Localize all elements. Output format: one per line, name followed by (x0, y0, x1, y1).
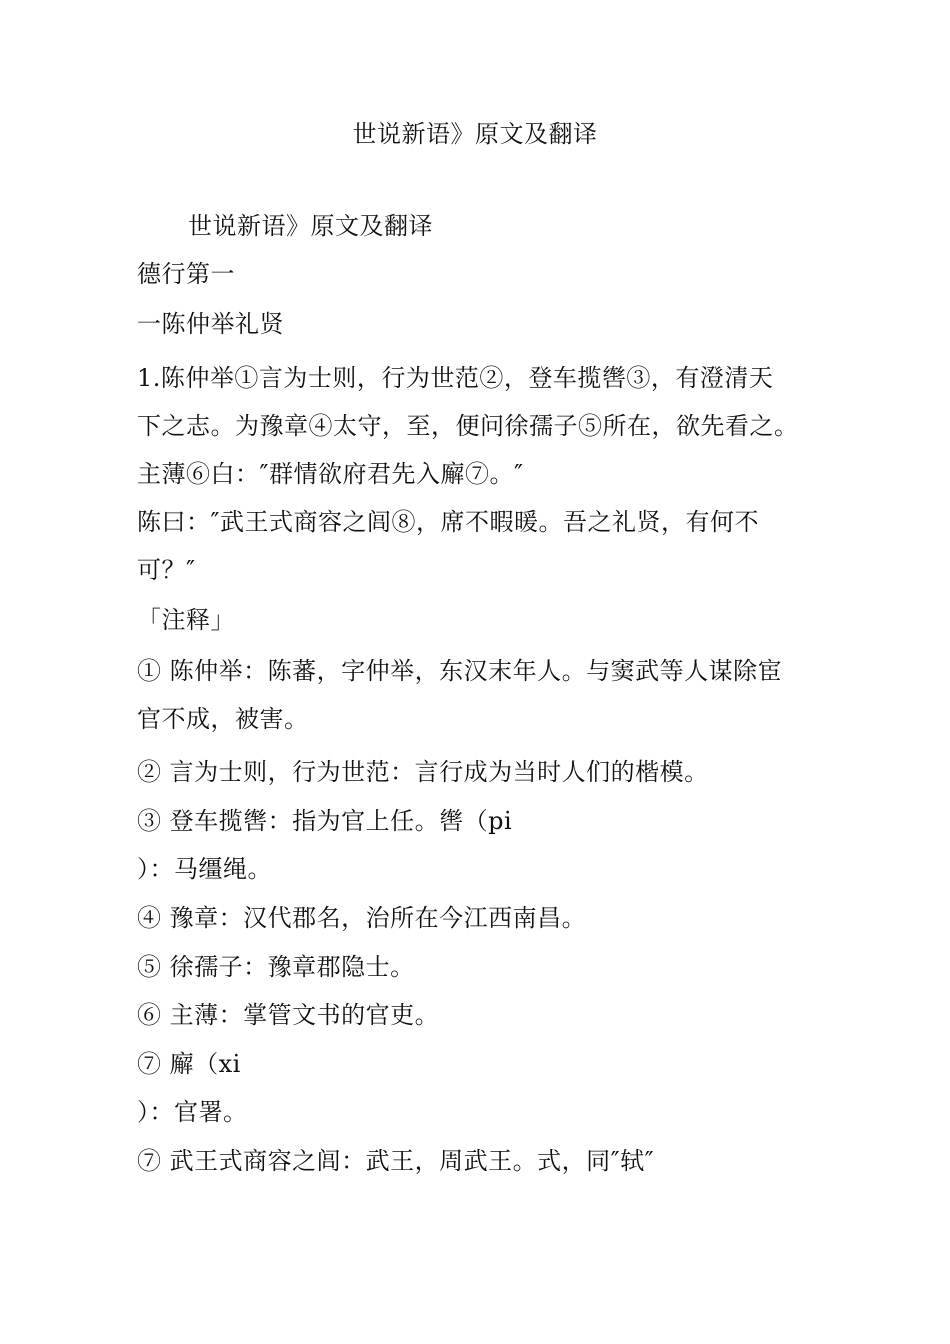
text-line: 陈曰：″武王式商容之闾⑧，席不暇暖。吾之礼贤，有何不 (137, 508, 759, 536)
note-line: ④ 豫章：汉代郡名，治所在今江西南昌。 (137, 904, 587, 932)
text-line: 可？″ (137, 556, 196, 584)
notes-heading: 「注释」 (137, 606, 235, 634)
note-line: ② 言为士则，行为世范：言行成为当时人们的楷模。 (137, 758, 709, 786)
note-line: ⑤ 徐孺子：豫章郡隐士。 (137, 953, 415, 981)
note-line: ① 陈仲举：陈蕃，字仲举，东汉末年人。与窦武等人谋除宦 (137, 657, 783, 685)
note-line: ③ 登车揽辔：指为官上任。辔（pi (137, 807, 513, 835)
note-line: ⑥ 主薄：掌管文书的官吏。 (137, 1001, 440, 1029)
section-heading: 一陈仲举礼贤 (137, 310, 284, 338)
note-line: ⑦ 廨（xi (137, 1050, 241, 1078)
page-title: 世说新语》原文及翻译 (352, 120, 598, 148)
note-line: ⑦ 武王式商容之闾：武王，周武王。式，同″轼″ (137, 1147, 655, 1175)
text-line: 主薄⑥白：″群情欲府君先入廨⑦。″ (137, 460, 524, 488)
document-heading: 世说新语》原文及翻译 (188, 212, 433, 240)
note-line: 官不成，被害。 (137, 705, 309, 733)
note-line: ）：官署。 (137, 1098, 248, 1126)
text-line: 1.陈仲举①言为士则，行为世范②，登车揽辔③，有澄清天 (137, 364, 774, 392)
text-line: 下之志。为豫章④太守，至，便问徐孺子⑤所在，欲先看之。 (137, 412, 799, 440)
note-line: ）：马缰绳。 (137, 855, 272, 883)
chapter-heading: 德行第一 (137, 260, 235, 288)
